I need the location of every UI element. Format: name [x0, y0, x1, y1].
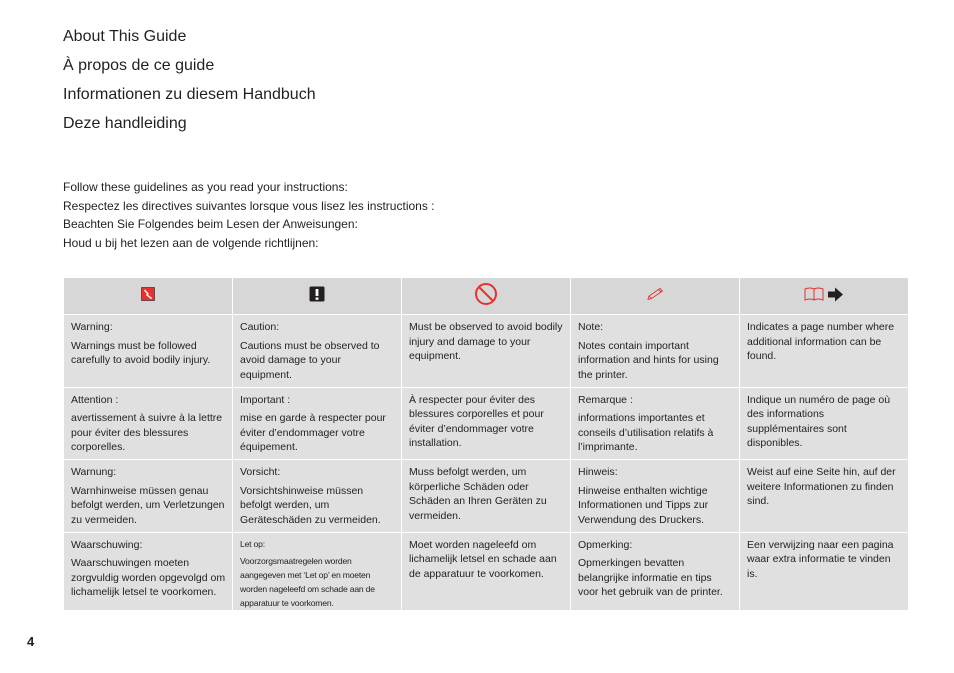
- warning-cell: [64, 532, 233, 611]
- prohibited-cell: [402, 460, 571, 533]
- table-row: [64, 460, 909, 533]
- caution-cell: [233, 532, 402, 611]
- symbol-table: [63, 277, 909, 611]
- icon-cell-note: [571, 278, 740, 315]
- reference-text: Een verwijzing naar een pagina waar extra informatie te vinden is.: [747, 538, 894, 580]
- warning-text: avertissement à suivre à la lettre pour éviter des blessures corporelles.: [71, 412, 223, 454]
- note-label: Hinweis:: [578, 466, 618, 478]
- note-pencil-icon: [646, 287, 664, 306]
- reference-cell: [740, 315, 909, 388]
- page-reference-icon: [803, 285, 845, 308]
- intro-english: Follow these guidelines as you read your instructions:: [63, 180, 348, 194]
- warning-label: Attention :: [71, 393, 119, 406]
- caution-label: Let op:: [240, 538, 265, 549]
- caution-cell: [233, 460, 402, 533]
- warning-cell: [64, 387, 233, 460]
- warning-text: Warnhinweise müssen genau befolgt werden, um Verletzungen zu vermeiden.: [71, 484, 225, 526]
- warning-label: Warnung:: [71, 466, 117, 478]
- reference-cell: [740, 532, 909, 611]
- icon-row: [64, 278, 909, 315]
- note-cell: [571, 532, 740, 611]
- table-row: [64, 387, 909, 460]
- note-cell: [571, 315, 740, 388]
- table-row: [64, 315, 909, 388]
- note-label: Opmerking:: [578, 538, 633, 551]
- warning-icon: [141, 287, 155, 306]
- prohibited-text: Must be observed to avoid bodily injury and damage to your equipment.: [409, 321, 563, 363]
- caution-text: Voorzorgsmaatregelen worden aangegeven met ‘Let op’ en moeten worden nageleefd om schade aan de apparatuur te voorkomen.: [240, 556, 375, 608]
- note-text: Opmerkingen bevatten belangrijke informatie en tips voor het gebruik van de printer.: [578, 557, 723, 599]
- title-german: Informationen zu diesem Handbuch: [63, 86, 316, 103]
- prohibited-cell: [402, 315, 571, 388]
- reference-cell: [740, 460, 909, 533]
- guide-titles: [63, 22, 316, 138]
- note-text: Notes contain important information and hints for using the printer.: [578, 339, 719, 381]
- title-english: About This Guide: [63, 28, 187, 45]
- intro-text: [63, 178, 435, 253]
- caution-icon: [309, 286, 325, 307]
- icon-cell-caution: [233, 278, 402, 315]
- caution-cell: [233, 387, 402, 460]
- caution-label: Vorsicht:: [240, 466, 281, 478]
- warning-label: Warning:: [71, 321, 113, 333]
- warning-cell: [64, 460, 233, 533]
- caution-label: Important :: [240, 393, 291, 406]
- prohibited-icon: [474, 282, 498, 311]
- intro-german: Beachten Sie Folgendes beim Lesen der Anweisungen:: [63, 217, 358, 232]
- caution-text: mise en garde à respecter pour éviter d’endommager votre équipement.: [240, 412, 386, 454]
- caution-cell: [233, 315, 402, 388]
- page-number: 4: [27, 634, 35, 649]
- icon-cell-prohibited: [402, 278, 571, 315]
- reference-text: Indicates a page number where additional information can be found.: [747, 321, 895, 363]
- icon-cell-warning: [64, 278, 233, 315]
- reference-text: Indique un numéro de page où des informations supplémentaires sont disponibles.: [747, 393, 891, 450]
- prohibited-cell: [402, 532, 571, 611]
- warning-text: Waarschuwingen moeten zorgvuldig worden opgevolgd om lichamelijk letsel te voorkomen.: [71, 557, 226, 599]
- note-label: Remarque :: [578, 393, 633, 406]
- note-cell: [571, 460, 740, 533]
- note-text: informations importantes et conseils d’utilisation relatifs à l’imprimante.: [578, 412, 714, 454]
- note-label: Note:: [578, 321, 604, 333]
- icon-cell-reference: [740, 278, 909, 315]
- intro-dutch: Houd u bij het lezen aan de volgende richtlijnen:: [63, 236, 319, 251]
- warning-text: Warnings must be followed carefully to avoid bodily injury.: [71, 339, 211, 367]
- note-cell: [571, 387, 740, 460]
- prohibited-text: À respecter pour éviter des blessures corporelles et pour éviter d’endommager votre installation.: [409, 393, 544, 450]
- intro-french: Respectez les directives suivantes lorsque vous lisez les instructions :: [63, 198, 435, 213]
- title-french: À propos de ce guide: [63, 57, 215, 74]
- reference-cell: [740, 387, 909, 460]
- reference-text: Weist auf eine Seite hin, auf der weitere Informationen zu finden sind.: [747, 466, 896, 508]
- title-dutch: Deze handleiding: [63, 115, 187, 132]
- caution-label: Caution:: [240, 321, 280, 333]
- caution-text: Cautions must be observed to avoid damage to your equipment.: [240, 339, 380, 381]
- note-text: Hinweise enthalten wichtige Informationen und Tipps zur Verwendung des Druckers.: [578, 484, 709, 526]
- table-row: [64, 532, 909, 611]
- prohibited-cell: [402, 387, 571, 460]
- warning-cell: [64, 315, 233, 388]
- prohibited-text: Moet worden nageleefd om lichamelijk letsel en schade aan de apparatuur te voorkomen.: [409, 538, 557, 580]
- prohibited-text: Muss befolgt werden, um körperliche Schäden oder Schäden an Ihren Geräten zu vermeiden.: [409, 466, 547, 522]
- warning-label: Waarschuwing:: [71, 538, 143, 551]
- caution-text: Vorsichtshinweise müssen befolgt werden, um Geräteschäden zu vermeiden.: [240, 484, 381, 526]
